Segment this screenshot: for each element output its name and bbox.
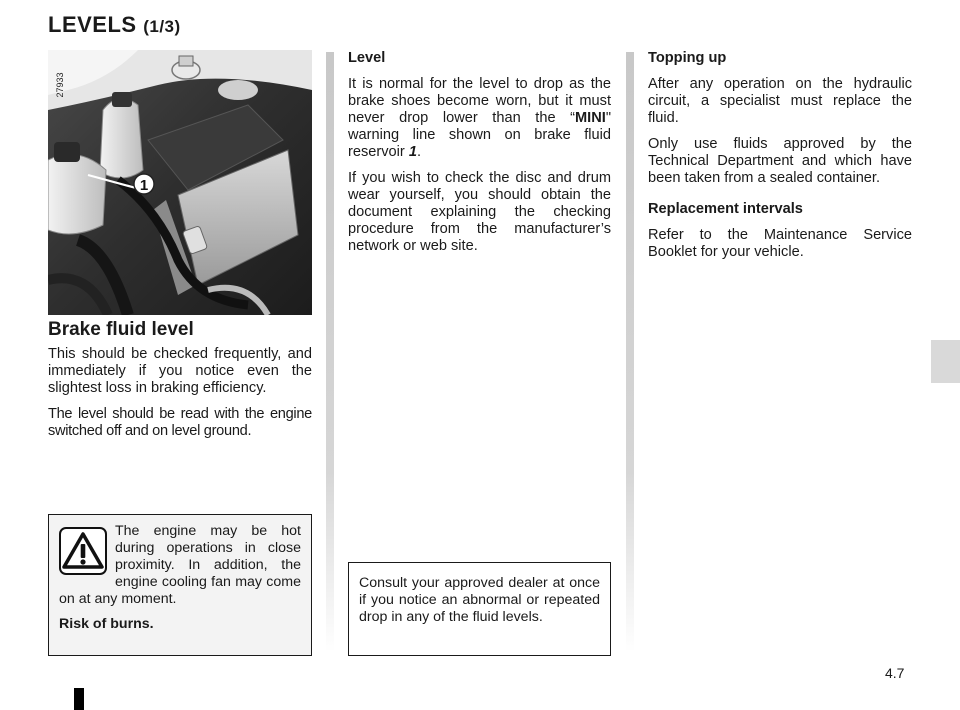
reservoir-reference: 1	[408, 144, 417, 160]
callout-number-1: 1	[139, 177, 149, 194]
text: " warning line shown on brake fluid reservoir	[348, 110, 611, 160]
page-title-part: (1/3)	[143, 17, 181, 36]
paragraph: Only use fluids approved by the Technical Department and which have been taken from a sealed container.	[648, 136, 912, 186]
right-column	[648, 50, 912, 270]
note-box	[348, 562, 611, 656]
page-number: 4.7	[885, 665, 905, 681]
corner-mark	[74, 688, 84, 710]
paragraph	[348, 76, 611, 161]
column-divider-right	[626, 52, 634, 652]
column-divider-left	[326, 52, 334, 652]
middle-column	[348, 50, 611, 264]
subheading-level: Level	[348, 50, 386, 66]
warning-text: The engine may be hot during operations in close proximity. In addition, the engine cooling fan may come on at any moment.	[59, 523, 301, 607]
page-title	[48, 12, 181, 38]
section-title: Brake fluid level	[48, 319, 194, 340]
warning-triangle-icon	[59, 527, 107, 575]
text: It is normal for the level to drop as the brake shoes become worn, but it must never drop lower than the “	[348, 76, 611, 126]
page-title-text: LEVELS	[48, 12, 137, 37]
paragraph: If you wish to check the disc and drum wear yourself, you should obtain the document explaining the checking procedure from the manufacturer’s network or web site.	[348, 170, 611, 254]
mini-mark: MINI	[575, 110, 606, 126]
photo-reference-code: 27933	[55, 72, 65, 98]
paragraph: Refer to the Maintenance Service Booklet for your vehicle.	[648, 227, 912, 260]
text: .	[416, 144, 422, 160]
warning-box	[48, 514, 312, 656]
subheading-replacement-intervals: Replacement intervals	[648, 201, 803, 217]
chapter-tab	[931, 340, 960, 383]
note-text: Consult your approved dealer at once if you notice an abnormal or repeated drop in any of the fluid levels.	[359, 575, 600, 625]
paragraph: The level should be read with the engine switched off and on level ground.	[48, 406, 312, 439]
left-column	[48, 50, 312, 449]
engine-bay-photo	[48, 50, 312, 315]
paragraph: After any operation on the hydraulic circuit, a specialist must replace the fluid.	[648, 76, 912, 126]
warning-emphasis: Risk of burns.	[59, 616, 154, 632]
paragraph: This should be checked frequently, and immediately if you notice even the slightest loss in braking efficiency.	[48, 346, 312, 396]
subheading-topping-up: Topping up	[648, 50, 727, 66]
